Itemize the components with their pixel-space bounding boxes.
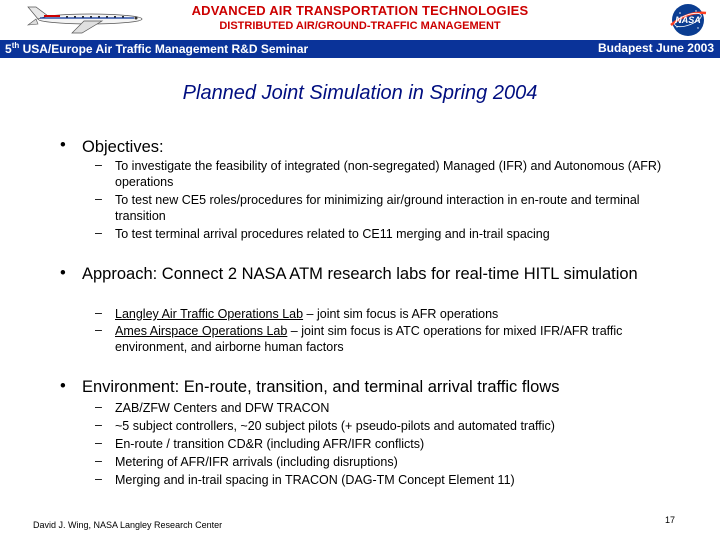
list-item: To investigate the feasibility of integrated (non-segregated) Managed (IFR) and Autonomous (AFR) operations	[115, 159, 662, 189]
nasa-logo-text: NASA	[675, 15, 701, 25]
list-item: ~5 subject controllers, ~20 subject pilots (+ pseudo-pilots and automated traffic)	[115, 419, 555, 433]
dash-glyph: –	[95, 306, 102, 320]
dash-glyph: –	[95, 436, 102, 450]
page-number: 17	[665, 515, 676, 525]
dash-glyph: –	[95, 454, 102, 468]
list-item: Ames Airspace Operations Lab – joint sim focus is ATC operations for mixed IFR/AFR traffic environment, and airborne human factors	[115, 324, 623, 354]
dash-glyph: –	[95, 323, 102, 337]
dash-glyph: –	[95, 418, 102, 432]
list-item: To test new CE5 roles/procedures for minimizing air/ground interaction in en-route and terminal transition	[115, 193, 640, 223]
bullet-glyph: •	[60, 377, 66, 395]
list-item: ZAB/ZFW Centers and DFW TRACON	[115, 401, 330, 415]
dash-glyph: –	[95, 192, 102, 206]
list-item: Langley Air Traffic Operations Lab – joint sim focus is AFR operations	[115, 307, 499, 321]
list-item: To test terminal arrival procedures related to CE11 merging and in-trail spacing	[115, 227, 550, 241]
footer-author: David J. Wing, NASA Langley Research Center	[33, 520, 223, 530]
location-date: Budapest June 2003	[597, 41, 714, 55]
header-title: ADVANCED AIR TRANSPORTATION TECHNOLOGIES	[191, 3, 529, 18]
dash-glyph: –	[95, 226, 102, 240]
lab-link-langley[interactable]: Langley Air Traffic Operations Lab	[115, 307, 304, 321]
dash-glyph: –	[95, 472, 102, 486]
dash-glyph: –	[95, 400, 102, 414]
dash-glyph: –	[95, 158, 102, 172]
list-item: Metering of AFR/IFR arrivals (including disruptions)	[115, 455, 398, 469]
lab-link-ames[interactable]: Ames Airspace Operations Lab	[115, 324, 288, 338]
list-item: En-route / transition CD&R (including AFR/IFR conflicts)	[115, 437, 425, 451]
nasa-logo	[668, 3, 708, 42]
seminar-name: 5th USA/Europe Air Traffic Management R&D Seminar	[5, 41, 309, 56]
bullet-glyph: •	[60, 136, 66, 154]
bullet-glyph: •	[60, 264, 66, 282]
slide-title: Planned Joint Simulation in Spring 2004	[182, 82, 538, 104]
seminar-banner	[0, 40, 720, 58]
section-heading-objectives: Objectives:	[82, 138, 164, 156]
list-item: Merging and in-trail spacing in TRACON (DAG-TM Concept Element 11)	[115, 473, 515, 487]
section-heading-approach: Approach: Connect 2 NASA ATM research labs for real-time HITL simulation	[82, 265, 638, 283]
header-subtitle: DISTRIBUTED AIR/GROUND-TRAFFIC MANAGEMENT	[219, 20, 501, 32]
section-heading-environment: Environment: En-route, transition, and terminal arrival traffic flows	[82, 378, 560, 396]
